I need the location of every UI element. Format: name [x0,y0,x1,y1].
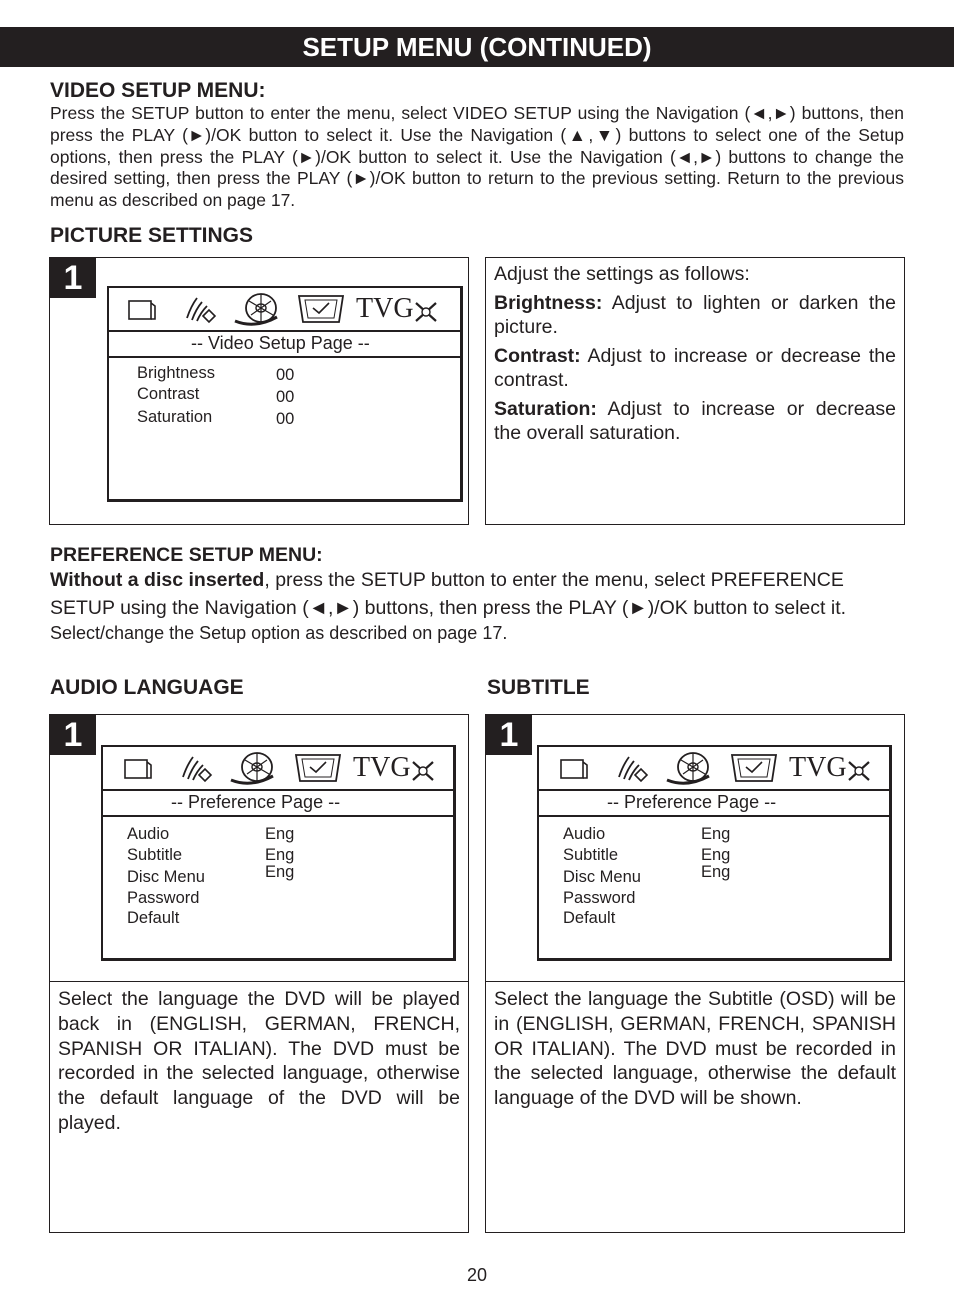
audio-language-figure [49,714,469,1233]
audio-value: Eng [265,825,295,843]
audio-icon [615,753,651,783]
video-setup-screen [107,286,463,502]
video-setup-instructions: Press the SETUP button to enter the menu, select VIDEO SETUP using the Navigation (◄,►) buttons, then press the PLAY (►)/OK button to select it. Use the Navigation (▲,▼) buttons to select one of the Setup options, then press the PLAY (►)/OK button to select it. Use the Navigation (◄,►) buttons to change the desired setting, then press the PLAY (►)/OK button to return to the previous setting. Return to the previous menu as described on page 17. [50,103,904,211]
close-icon [410,759,436,783]
brightness-text: Adjust to lighten or darken the picture. [494,291,896,338]
subtitle-figure [485,714,905,1233]
checkbox-icon [730,753,778,783]
audio-icon [183,294,219,324]
step-number: 1 [486,715,532,755]
disc-menu-label: Disc Menu [127,868,205,886]
audio-language-heading: AUDIO LANGUAGE [50,676,244,699]
contrast-description [494,344,896,393]
default-label: Default [127,909,180,927]
close-icon [413,300,439,324]
contrast-term: Contrast: [494,344,581,367]
subtitle-label: Subtitle [127,846,183,864]
contrast-value: 00 [276,388,295,406]
preference-page-title: -- Preference Page -- [103,789,453,817]
brightness-description [494,291,896,340]
disc-icon [229,750,279,788]
disc-icon [233,291,283,329]
brightness-term: Brightness: [494,291,603,314]
saturation-description [494,397,896,446]
subtitle-description: Select the language the Subtitle (OSD) will be in (ENGLISH, GERMAN, FRENCH, SPANISH OR ITALIAN). The DVD must be recorded in the selected language, otherwise the default language of the DVD will be shown. [494,988,896,1110]
screen-icon [559,757,591,781]
tvg-label: TVG [356,293,414,324]
screen-icon [127,298,159,322]
checkbox-icon [294,753,342,783]
disc-icon [665,750,715,788]
screen-icon [123,757,155,781]
video-setup-page-title: -- Video Setup Page -- [109,330,460,358]
preference-setup-heading: PREFERENCE SETUP MENU: [50,544,323,566]
page-banner: SETUP MENU (CONTINUED) [0,27,954,67]
preference-setup-line1 [50,569,844,592]
preference-setup-line3: Select/change the Setup option as described on page 17. [50,623,508,643]
video-setup-heading: VIDEO SETUP MENU: [50,79,266,102]
saturation-term: Saturation: [494,397,597,420]
step-number: 1 [50,258,96,298]
icon-bar [103,747,453,791]
audio-preference-screen [101,745,456,961]
subtitle-value: Eng [265,846,295,864]
disc-menu-label: Disc Menu [563,868,641,886]
saturation-value: 00 [276,410,295,428]
checkbox-icon [297,294,345,324]
picture-settings-heading: PICTURE SETTINGS [50,224,254,247]
picture-settings-figure [49,257,469,525]
audio-value: Eng [701,825,731,843]
subtitle-value: Eng [701,846,731,864]
default-label: Default [563,909,616,927]
settings-intro: Adjust the settings as follows: [494,263,750,285]
divider [486,981,904,982]
preference-page-title: -- Preference Page -- [539,789,889,817]
subtitle-label: Subtitle [563,846,619,864]
disc-menu-value: Eng [701,863,731,881]
tvg-label: TVG [353,752,411,783]
password-label: Password [563,889,636,907]
icon-bar [539,747,889,791]
saturation-text: Adjust to increase or decrease the overall saturation. [494,397,896,444]
subtitle-preference-screen [537,745,892,961]
brightness-value: 00 [276,366,295,384]
close-icon [846,759,872,783]
audio-label: Audio [127,825,170,843]
preference-line1-rest: , press the SETUP button to enter the menu, select PREFERENCE [264,569,844,591]
page-number: 20 [466,1265,488,1285]
brightness-label: Brightness [137,364,215,382]
step-number: 1 [50,715,96,755]
password-label: Password [127,889,200,907]
preference-setup-line2: SETUP using the Navigation (◄,►) buttons, then press the PLAY (►)/OK button to select it. [50,597,847,619]
saturation-label: Saturation [137,408,213,426]
tvg-label: TVG [789,752,847,783]
icon-bar [109,288,460,332]
audio-icon [179,753,215,783]
audio-language-description: Select the language the DVD will be played back in (ENGLISH, GERMAN, FRENCH, SPANISH OR ITALIAN). The DVD must be recorded in the selected language, otherwise the default language of the DVD will be played. [58,988,460,1134]
subtitle-heading: SUBTITLE [487,676,590,699]
contrast-text: Adjust to increase or decrease the contrast. [494,344,896,391]
preference-bold-lead: Without a disc inserted [50,569,265,591]
audio-label: Audio [563,825,606,843]
divider [50,981,468,982]
disc-menu-value: Eng [265,863,295,881]
contrast-label: Contrast [137,385,200,403]
picture-settings-description [485,257,905,525]
